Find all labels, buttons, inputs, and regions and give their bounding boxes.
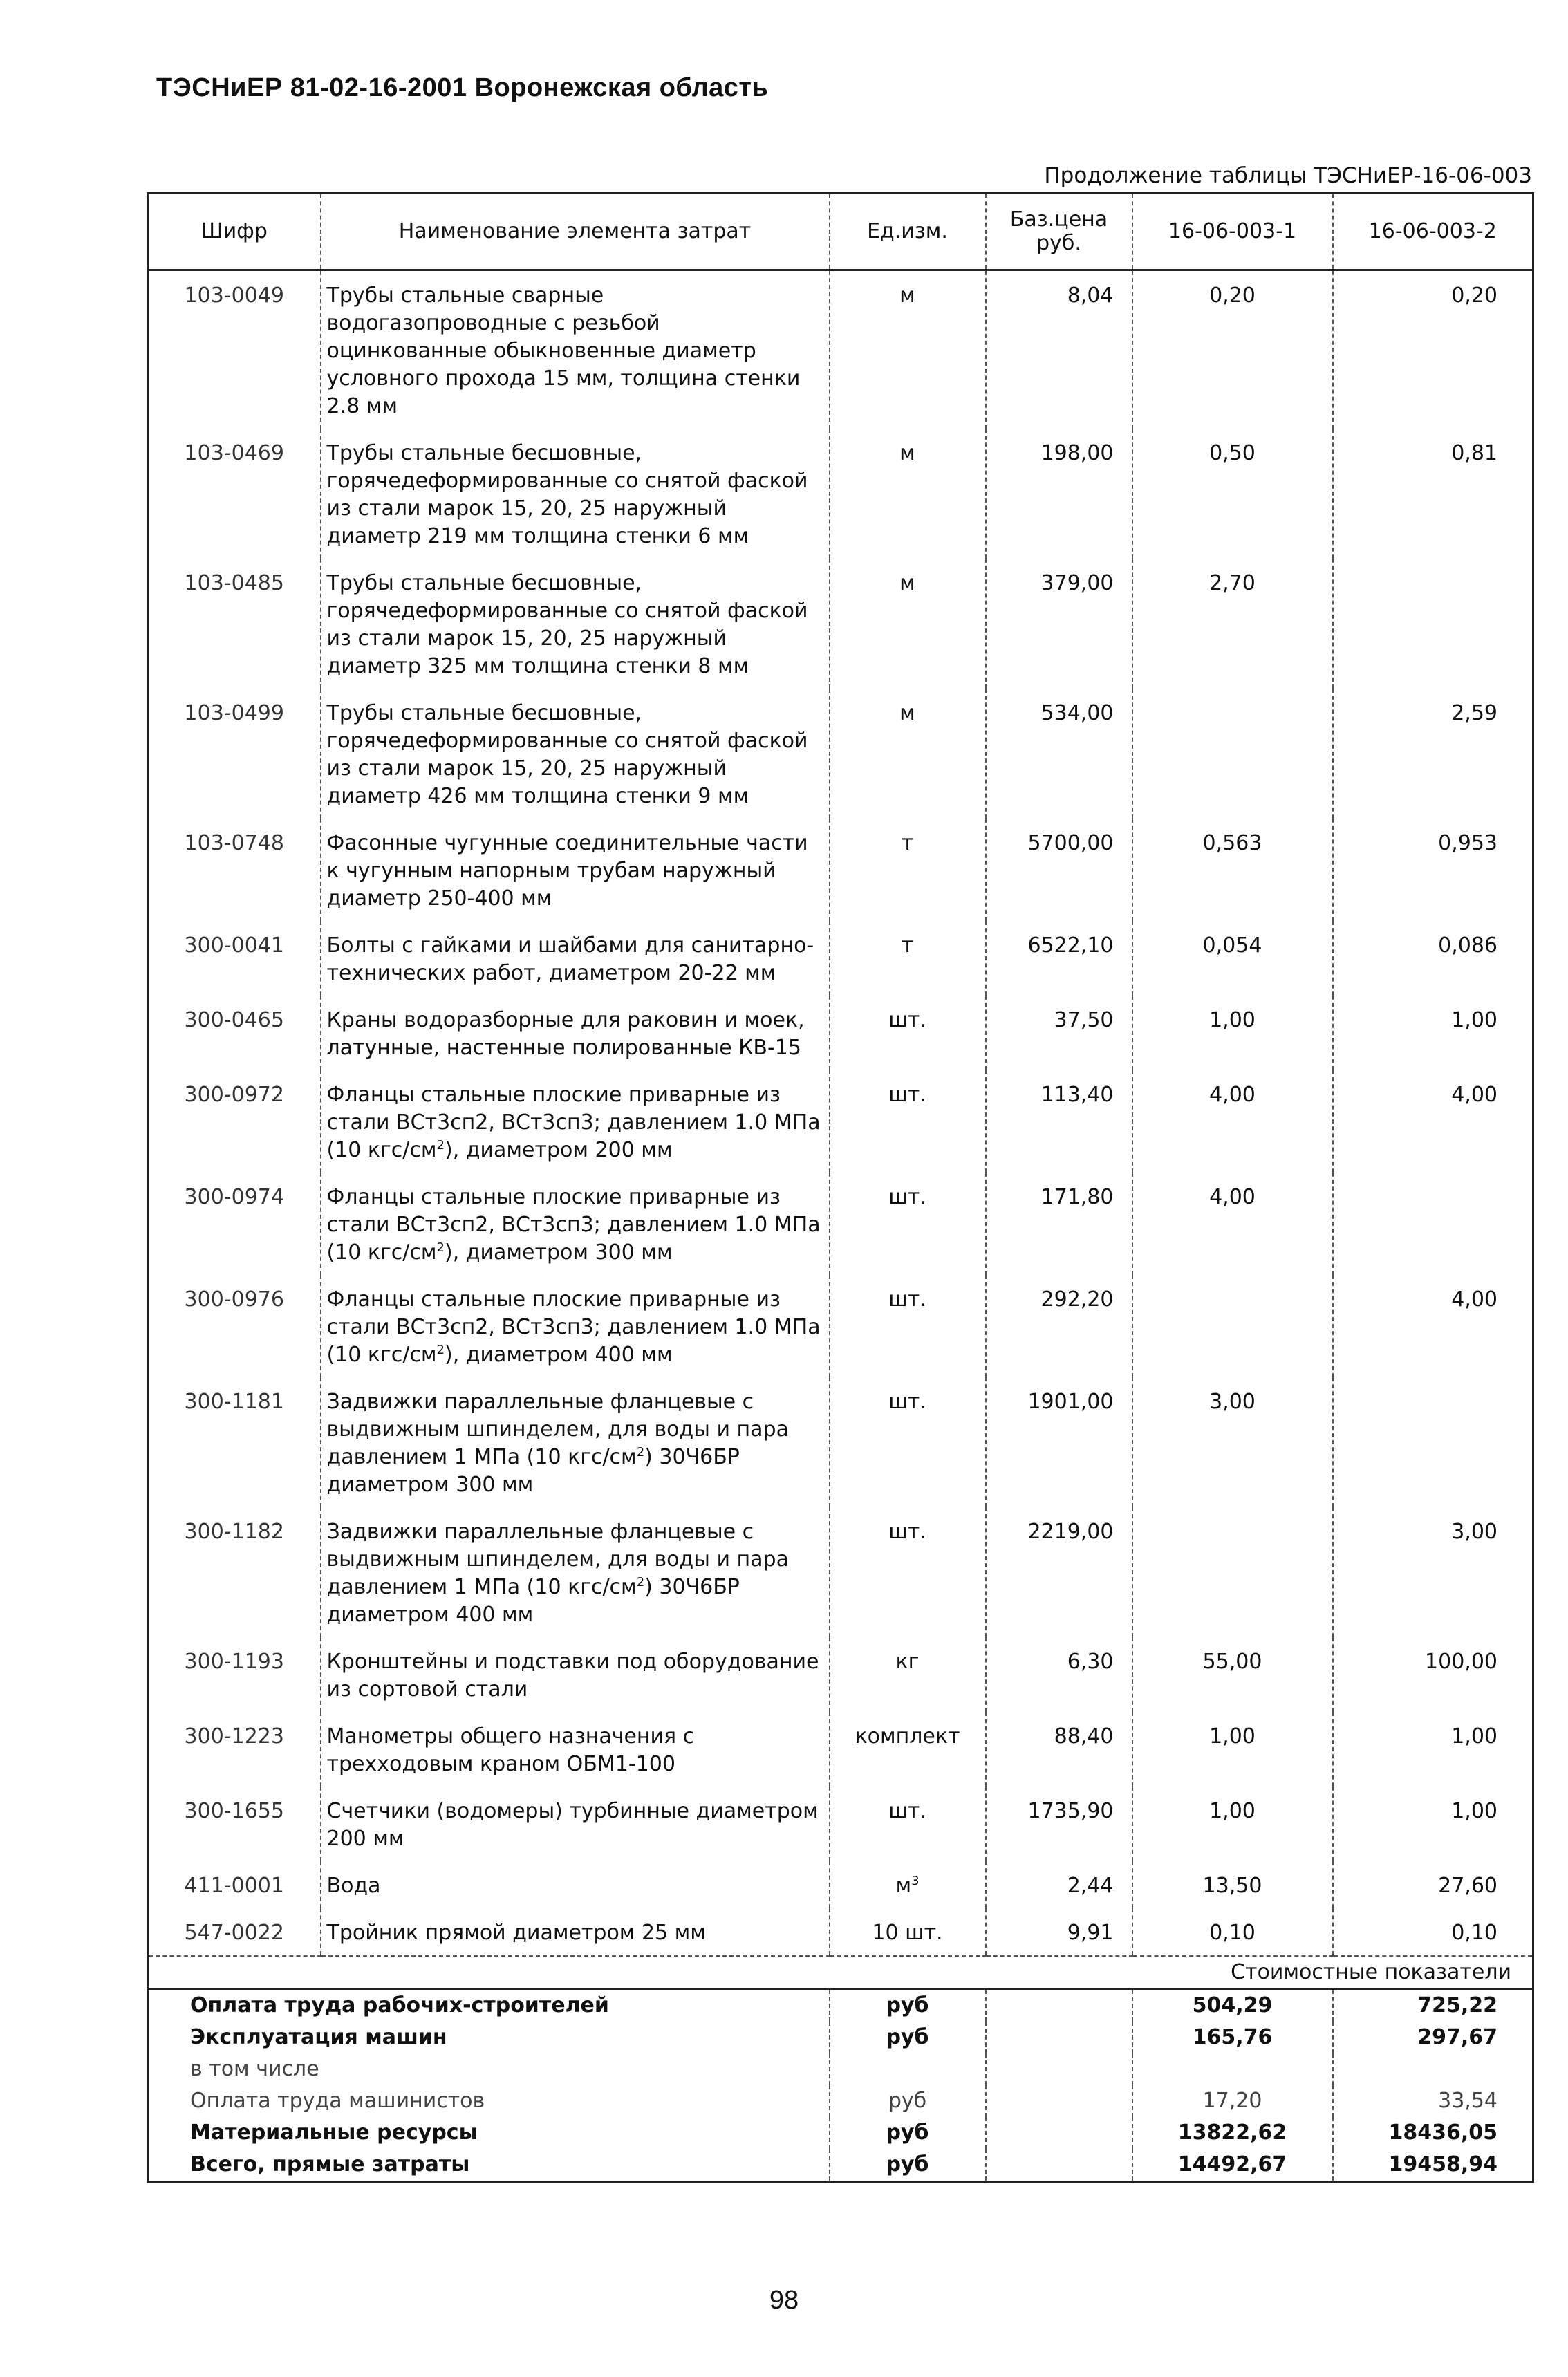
summary-norm-1: 165,76 <box>1132 2022 1333 2053</box>
row-name: Трубы стальные бесшовные, горячедеформированные со снятой фаской из стали марок 15, 20, 25 наружный диаметр 219 мм толщина стенки 6 мм <box>321 429 830 559</box>
header-price: Баз.цена руб. <box>986 194 1132 270</box>
header-name: Наименование элемента затрат <box>321 194 830 270</box>
summary-row <box>148 2117 1533 2149</box>
table-row <box>148 1712 1533 1787</box>
row-name: Фасонные чугунные соединительные части к чугунным напорным трубам наружный диаметр 250-400 мм <box>321 819 830 921</box>
resource-table <box>147 192 1534 2183</box>
table-row <box>148 689 1533 819</box>
row-name: Счетчики (водомеры) турбинные диаметром 200 мм <box>321 1787 830 1861</box>
row-norm-1: 1,00 <box>1132 996 1333 1070</box>
row-code: 103-0469 <box>184 441 284 465</box>
row-unit: м <box>830 270 986 429</box>
row-base-price: 1735,90 <box>986 1787 1132 1861</box>
row-norm-2: 0,81 <box>1333 429 1533 559</box>
summary-empty <box>986 2053 1132 2085</box>
table-summary <box>148 1956 1533 2182</box>
summary-empty <box>986 2085 1132 2117</box>
row-base-price: 9,91 <box>986 1908 1132 1956</box>
summary-norm-1: 14492,67 <box>1132 2149 1333 2182</box>
row-norm-1: 1,00 <box>1132 1787 1333 1861</box>
row-unit <box>830 1861 986 1908</box>
row-unit: шт. <box>830 1173 986 1275</box>
row-norm-2: 0,953 <box>1333 819 1533 921</box>
row-norm-2: 100,00 <box>1333 1637 1533 1712</box>
cost-indicators-label: Стоимостные показатели <box>148 1956 1533 1989</box>
table-row <box>148 1637 1533 1712</box>
row-code: 300-1223 <box>184 1724 284 1749</box>
superscript: 3 <box>911 1874 920 1888</box>
row-norm-1: 0,20 <box>1132 270 1333 429</box>
row-norm-1: 55,00 <box>1132 1637 1333 1712</box>
row-norm-2: 4,00 <box>1333 1070 1533 1173</box>
row-name: Трубы стальные бесшовные, горячедеформированные со снятой фаской из стали марок 15, 20, 25 наружный диаметр 426 мм толщина стенки 9 мм <box>321 689 830 819</box>
text-part: ), диаметром 400 мм <box>444 1343 673 1367</box>
summary-empty <box>986 2022 1132 2053</box>
row-unit: т <box>830 819 986 921</box>
row-name: Кронштейны и подставки под оборудование из сортовой стали <box>321 1637 830 1712</box>
row-name <box>321 1173 830 1275</box>
row-code: 300-0465 <box>184 1008 284 1032</box>
header-code: Шифр <box>148 194 321 270</box>
row-name: Болты с гайками и шайбами для санитарно-технических работ, диаметром 20-22 мм <box>321 921 830 996</box>
superscript: 2 <box>436 1343 445 1357</box>
row-code: 300-1182 <box>184 1520 284 1544</box>
text-part: Задвижки параллельные фланцевые с выдвижным шпинделем, для воды и пара давлением 1 МПа (10 кгс/см <box>326 1520 789 1599</box>
summary-name: Оплата труда машинистов <box>190 2089 485 2113</box>
row-unit: кг <box>830 1637 986 1712</box>
row-code: 103-0049 <box>184 283 284 308</box>
row-name: Тройник прямой диаметром 25 мм <box>321 1908 830 1956</box>
row-unit: шт. <box>830 996 986 1070</box>
row-norm-1: 0,563 <box>1132 819 1333 921</box>
row-name: Краны водоразборные для раковин и моек, латунные, настенные полированные КВ-15 <box>321 996 830 1070</box>
table-row <box>148 559 1533 689</box>
row-norm-1 <box>1132 1507 1333 1637</box>
text-part: Фланцы стальные плоские приварные из стали ВСт3сп2, ВСт3сп3; давлением 1.0 МПа (10 кгс/см <box>326 1083 821 1162</box>
summary-norm-1: 504,29 <box>1132 1989 1333 2022</box>
row-base-price: 379,00 <box>986 559 1132 689</box>
text-part: Фланцы стальные плоские приварные из стали ВСт3сп2, ВСт3сп3; давлением 1.0 МПа (10 кгс/см <box>326 1287 821 1367</box>
summary-norm-2: 725,22 <box>1333 1989 1533 2022</box>
table-continuation-caption: Продолжение таблицы ТЭСНиЕР-16-06-003 <box>1044 163 1532 188</box>
summary-norm-1: 13822,62 <box>1132 2117 1333 2149</box>
summary-norm-2 <box>1333 2053 1533 2085</box>
summary-name: в том числе <box>190 2057 319 2081</box>
row-base-price: 88,40 <box>986 1712 1132 1787</box>
row-code: 411-0001 <box>184 1874 284 1898</box>
row-unit: шт. <box>830 1787 986 1861</box>
row-name: Трубы стальные бесшовные, горячедеформированные со снятой фаской из стали марок 15, 20, 25 наружный диаметр 325 мм толщина стенки 8 мм <box>321 559 830 689</box>
row-code: 300-1181 <box>184 1390 284 1414</box>
table-header-row <box>148 194 1533 270</box>
row-norm-2: 0,086 <box>1333 921 1533 996</box>
row-base-price: 37,50 <box>986 996 1132 1070</box>
summary-empty <box>986 2117 1132 2149</box>
summary-norm-1: 17,20 <box>1132 2085 1333 2117</box>
summary-row <box>148 2085 1533 2117</box>
row-norm-1: 2,70 <box>1132 559 1333 689</box>
row-base-price: 2,44 <box>986 1861 1132 1908</box>
summary-row <box>148 1989 1533 2022</box>
row-code: 103-0748 <box>184 831 284 855</box>
table-row <box>148 1173 1533 1275</box>
row-norm-2: 1,00 <box>1333 1712 1533 1787</box>
summary-name: Оплата труда рабочих-строителей <box>190 1993 609 2017</box>
cost-indicators-row <box>148 1956 1533 1989</box>
row-norm-1: 0,10 <box>1132 1908 1333 1956</box>
summary-unit: руб <box>830 2117 986 2149</box>
row-code: 547-0022 <box>148 1908 321 1956</box>
summary-norm-2: 18436,05 <box>1333 2117 1533 2149</box>
row-name <box>321 1275 830 1377</box>
row-base-price: 5700,00 <box>986 819 1132 921</box>
row-norm-2: 1,00 <box>1333 1787 1533 1861</box>
row-name <box>321 1377 830 1507</box>
table-row <box>148 1275 1533 1377</box>
row-norm-1: 4,00 <box>1132 1070 1333 1173</box>
summary-unit: руб <box>830 2022 986 2053</box>
row-norm-1: 1,00 <box>1132 1712 1333 1787</box>
summary-unit: руб <box>830 2085 986 2117</box>
row-code: 300-1193 <box>184 1650 284 1674</box>
table-row <box>148 1787 1533 1861</box>
row-code: 103-0485 <box>184 571 284 595</box>
row-unit: комплект <box>830 1712 986 1787</box>
row-code: 300-0976 <box>184 1287 284 1312</box>
page-number: 98 <box>769 2286 799 2315</box>
row-norm-1: 13,50 <box>1132 1861 1333 1908</box>
row-norm-2 <box>1333 1173 1533 1275</box>
row-norm-2: 0,10 <box>1333 1908 1533 1956</box>
table-row <box>148 1070 1533 1173</box>
resource-table-sheet <box>147 192 1532 2183</box>
table-row <box>148 429 1533 559</box>
summary-row <box>148 2022 1533 2053</box>
row-base-price: 6,30 <box>986 1637 1132 1712</box>
superscript: 2 <box>636 1445 645 1460</box>
row-base-price: 292,20 <box>986 1275 1132 1377</box>
summary-name: Материальные ресурсы <box>190 2120 478 2145</box>
row-norm-1: 4,00 <box>1132 1173 1333 1275</box>
row-code: 300-1655 <box>184 1799 284 1823</box>
row-norm-2: 2,59 <box>1333 689 1533 819</box>
summary-norm-2: 19458,94 <box>1333 2149 1533 2182</box>
row-unit: шт. <box>830 1070 986 1173</box>
summary-row <box>148 2149 1533 2182</box>
summary-norm-2: 297,67 <box>1333 2022 1533 2053</box>
summary-norm-2: 33,54 <box>1333 2085 1533 2117</box>
row-base-price: 198,00 <box>986 429 1132 559</box>
document-title: ТЭСНиЕР 81-02-16-2001 Воронежская область <box>156 73 769 102</box>
table-row <box>148 996 1533 1070</box>
table-row <box>148 921 1533 996</box>
row-code: 300-0972 <box>184 1083 284 1107</box>
text-part: ), диаметром 300 мм <box>444 1240 673 1265</box>
row-name: Манометры общего назначения с трехходовым краном ОБМ1-100 <box>321 1712 830 1787</box>
row-norm-1: 0,50 <box>1132 429 1333 559</box>
table-row <box>148 1507 1533 1637</box>
text-part: м <box>895 1874 912 1898</box>
summary-empty <box>986 2149 1132 2182</box>
text-part: ) 30Ч6БР диаметром 400 мм <box>326 1575 740 1627</box>
row-norm-2: 27,60 <box>1333 1861 1533 1908</box>
header-unit: Ед.изм. <box>830 194 986 270</box>
row-unit: м <box>830 689 986 819</box>
row-base-price: 6522,10 <box>986 921 1132 996</box>
row-norm-2: 0,20 <box>1333 270 1533 429</box>
summary-name: Всего, прямые затраты <box>148 2149 830 2182</box>
superscript: 2 <box>636 1575 645 1590</box>
row-norm-2: 4,00 <box>1333 1275 1533 1377</box>
superscript: 2 <box>436 1240 445 1255</box>
row-code: 300-0041 <box>184 933 284 958</box>
row-unit: шт. <box>830 1275 986 1377</box>
header-norm-1: 16-06-003-1 <box>1132 194 1333 270</box>
row-unit: м <box>830 429 986 559</box>
row-unit: шт. <box>830 1377 986 1507</box>
row-base-price: 171,80 <box>986 1173 1132 1275</box>
table-items <box>148 270 1533 1957</box>
row-norm-1: 3,00 <box>1132 1377 1333 1507</box>
summary-norm-1 <box>1132 2053 1333 2085</box>
superscript: 2 <box>436 1138 445 1153</box>
summary-unit: руб <box>830 2149 986 2182</box>
row-norm-2 <box>1333 1377 1533 1507</box>
text-part: Фланцы стальные плоские приварные из стали ВСт3сп2, ВСт3сп3; давлением 1.0 МПа (10 кгс/см <box>326 1185 821 1265</box>
table-row <box>148 819 1533 921</box>
row-name: Вода <box>321 1861 830 1908</box>
row-name <box>321 1070 830 1173</box>
summary-row <box>148 2053 1533 2085</box>
row-code: 300-0974 <box>184 1185 284 1209</box>
summary-empty <box>986 1989 1132 2022</box>
row-unit: м <box>830 559 986 689</box>
row-base-price: 8,04 <box>986 270 1132 429</box>
row-base-price: 1901,00 <box>986 1377 1132 1507</box>
row-unit: шт. <box>830 1507 986 1637</box>
row-norm-1 <box>1132 689 1333 819</box>
header-norm-2: 16-06-003-2 <box>1333 194 1533 270</box>
table-row <box>148 270 1533 429</box>
summary-unit: руб <box>830 1989 986 2022</box>
row-norm-1: 0,054 <box>1132 921 1333 996</box>
text-part: Задвижки параллельные фланцевые с выдвижным шпинделем, для воды и пара давлением 1 МПа (10 кгс/см <box>326 1390 789 1469</box>
row-unit: 10 шт. <box>830 1908 986 1956</box>
row-norm-2 <box>1333 559 1533 689</box>
row-norm-1 <box>1132 1275 1333 1377</box>
table-row <box>148 1377 1533 1507</box>
row-base-price: 2219,00 <box>986 1507 1132 1637</box>
row-norm-2: 3,00 <box>1333 1507 1533 1637</box>
row-name: Трубы стальные сварные водогазопроводные с резьбой оцинкованные обыкновенные диаметр условного прохода 15 мм, толщина стенки 2.8 мм <box>321 270 830 429</box>
row-base-price: 534,00 <box>986 689 1132 819</box>
text-part: ) 30Ч6БР диаметром 300 мм <box>326 1445 740 1497</box>
row-unit: т <box>830 921 986 996</box>
row-base-price: 113,40 <box>986 1070 1132 1173</box>
row-code: 103-0499 <box>184 701 284 725</box>
summary-name: Эксплуатация машин <box>190 2025 447 2049</box>
summary-unit <box>830 2053 986 2085</box>
row-norm-2: 1,00 <box>1333 996 1533 1070</box>
row-name <box>321 1507 830 1637</box>
table-row <box>148 1861 1533 1908</box>
text-part: ), диаметром 200 мм <box>444 1138 673 1162</box>
table-row <box>148 1908 1533 1956</box>
